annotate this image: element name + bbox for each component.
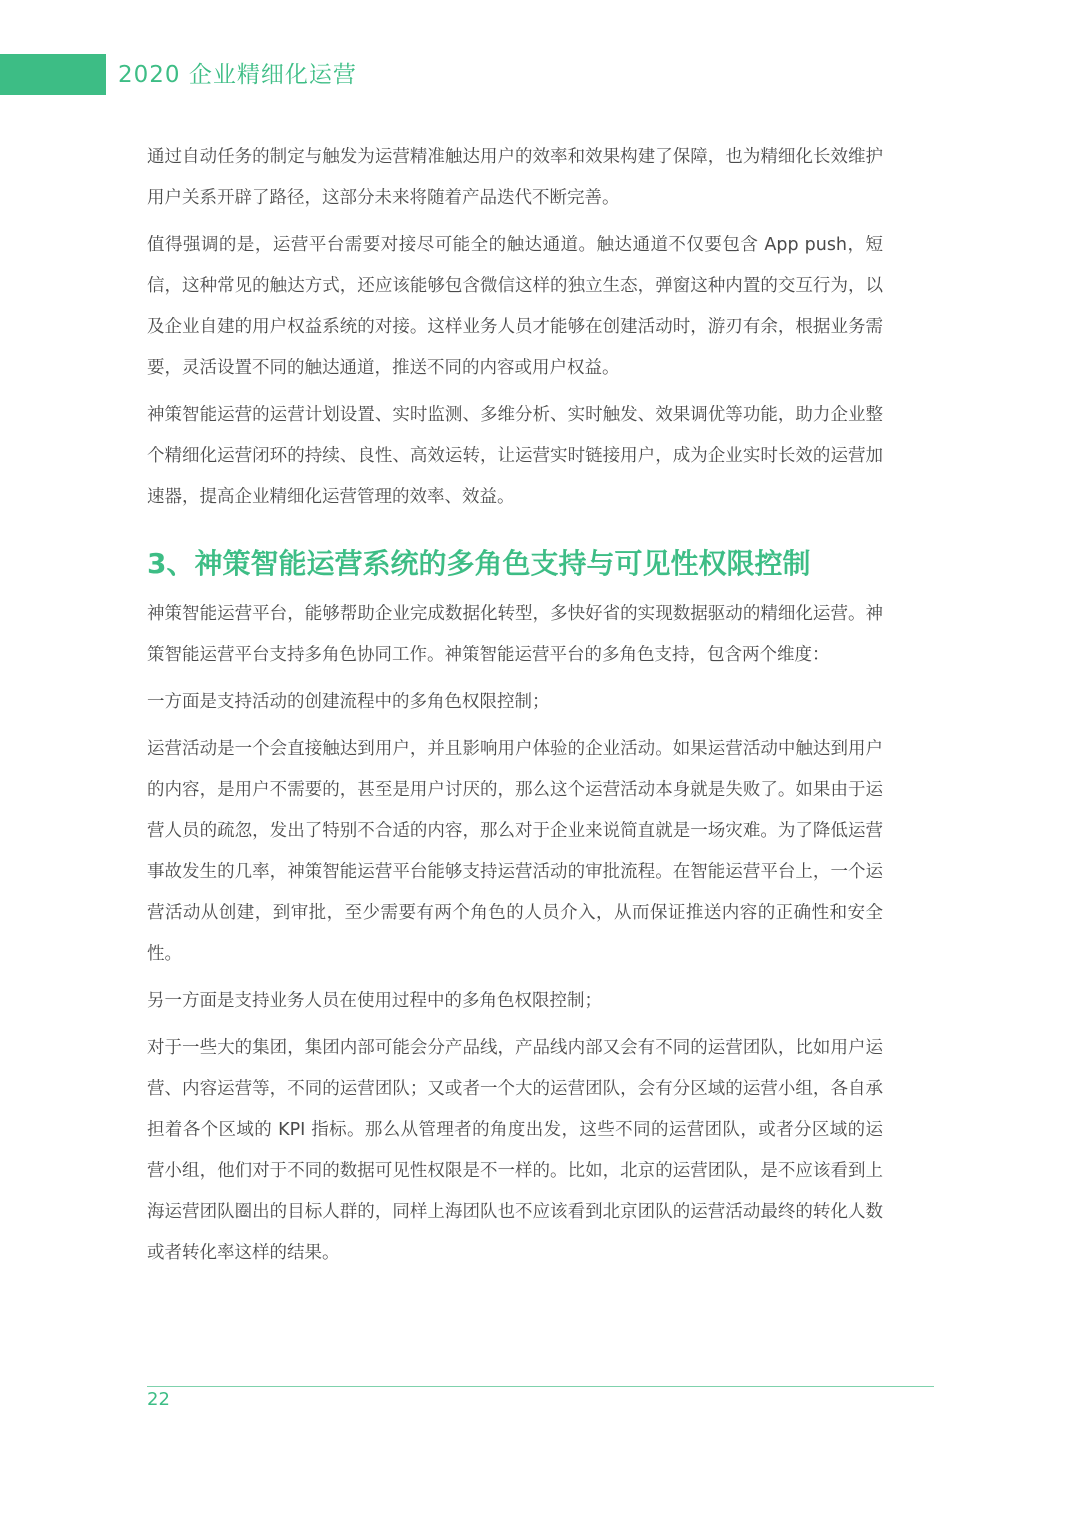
paragraph: 另一方面是支持业务人员在使用过程中的多角色权限控制； — [147, 991, 602, 1011]
paragraph: 通过自动任务的制定与触发为运营精准触达用户的效率和效果构建了保障，也为精细化长效维护用户关系开辟了路径，这部分未来将随着产品迭代不断完善。 — [147, 147, 883, 208]
paragraph: 值得强调的是，运营平台需要对接尽可能全的触达通道。触达通道不仅要包含 App push，短信，这种常见的触达方式，还应该能够包含微信这样的独立生态，弹窗这种内置的交互行为，以及企业自建的用户权益系统的对接。这样业务人员才能够在创建活动时，游刃有余，根据业务需要，灵活设置不同的触达通道，推送不同的内容或用户权益。 — [147, 235, 883, 378]
section-heading: 3、神策智能运营系统的多角色支持与可见性权限控制 — [147, 547, 811, 580]
page-content — [147, 137, 883, 1280]
paragraph: 神策智能运营平台，能够帮助企业完成数据化转型，多快好省的实现数据驱动的精细化运营。神策智能运营平台支持多角色协同工作。神策智能运营平台的多角色支持，包含两个维度： — [147, 604, 883, 665]
paragraph: 运营活动是一个会直接触达到用户，并且影响用户体验的企业活动。如果运营活动中触达到用户的内容，是用户不需要的，甚至是用户讨厌的，那么这个运营活动本身就是失败了。如果由于运营人员的疏忽，发出了特别不合适的内容，那么对于企业来说简直就是一场灾难。为了降低运营事故发生的几率，神策智能运营平台能够支持运营活动的审批流程。在智能运营平台上，一个运营活动从创建，到审批，至少需要有两个角色的人员介入，从而保证推送内容的正确性和安全性。 — [147, 739, 883, 964]
paragraph: 神策智能运营的运营计划设置、实时监测、多维分析、实时触发、效果调优等功能，助力企业整个精细化运营闭环的持续、良性、高效运转，让运营实时链接用户，成为企业实时长效的运营加速器，提高企业精细化运营管理的效率、效益。 — [147, 405, 883, 507]
header-title: 2020 企业精细化运营 — [118, 62, 357, 88]
paragraph: 一方面是支持活动的创建流程中的多角色权限控制； — [147, 692, 550, 712]
paragraph: 对于一些大的集团，集团内部可能会分产品线，产品线内部又会有不同的运营团队，比如用户运营、内容运营等，不同的运营团队；又或者一个大的运营团队，会有分区域的运营小组，各自承担着各个区域的 KPI 指标。那么从管理者的角度出发，这些不同的运营团队，或者分区域的运营小组，他们对于不同的数据可见性权限是不一样的。比如，北京的运营团队，是不应该看到上海运营团队圈出的目标人群的，同样上海团队也不应该看到北京团队的运营活动最终的转化人数或者转化率这样的结果。 — [147, 1038, 883, 1263]
page-number: 22 — [147, 1389, 170, 1410]
header-accent-bar — [0, 54, 106, 95]
footer-divider — [147, 1386, 934, 1387]
